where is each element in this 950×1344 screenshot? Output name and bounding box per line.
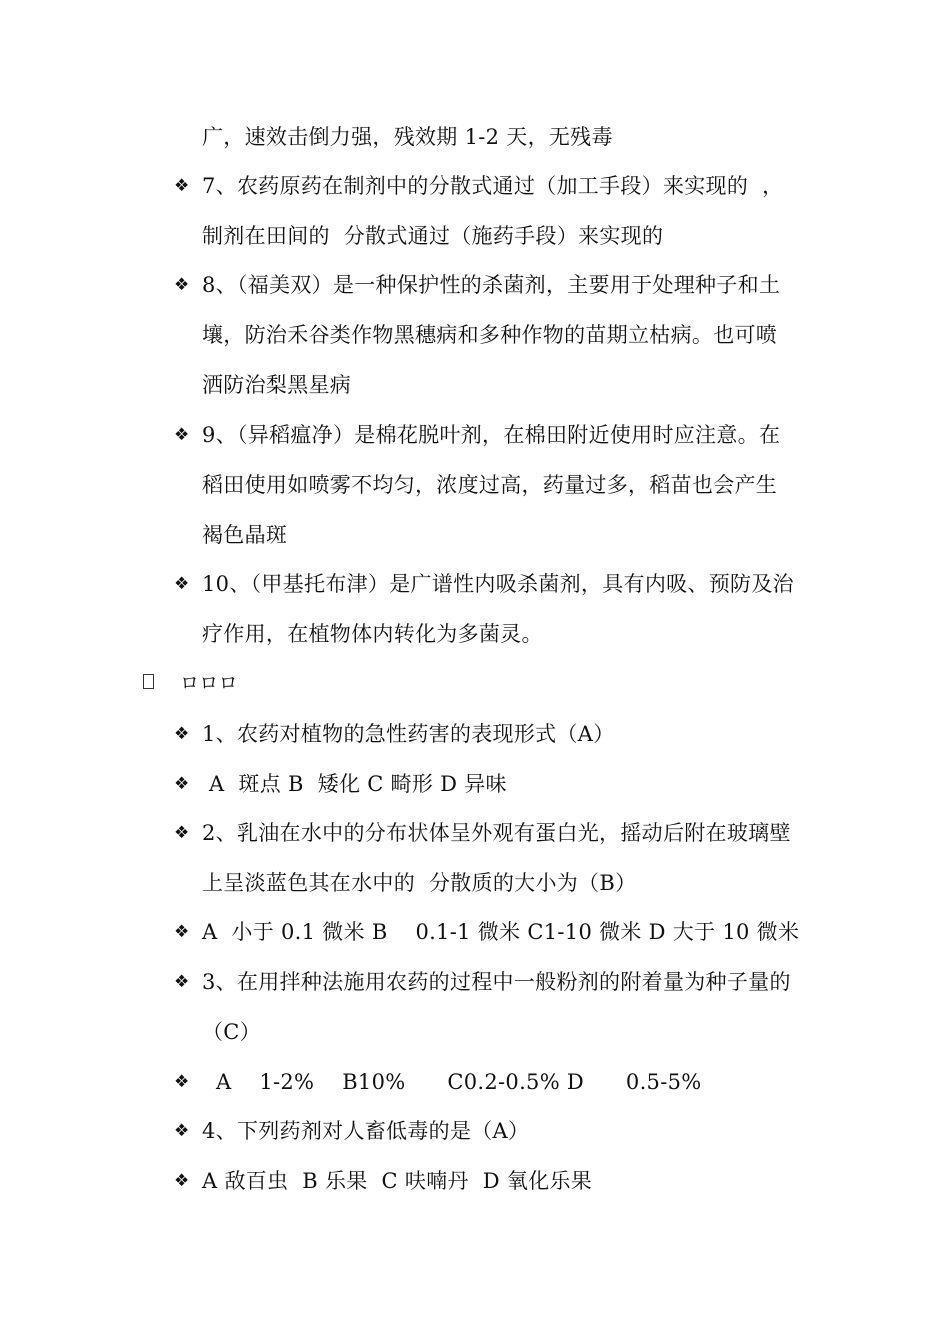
diamond-bullet-icon: ❖: [174, 1121, 190, 1141]
answer-options: A 小于 0.1 微米 B 0.1-1 微米 C1-10 微米 D 大于 10 微米: [202, 920, 800, 944]
list-item-text: 稻田使用如喷雾不均匀，浓度过高，药量过多，稻苗也会产生: [202, 473, 778, 497]
question-text: 上呈淡蓝色其在水中的 分散质的大小为（B）: [202, 871, 637, 895]
list-item-text: 洒防治梨黑星病: [202, 373, 352, 397]
diamond-bullet-icon: ❖: [174, 774, 190, 794]
question-text: （C）: [202, 1020, 261, 1044]
diamond-bullet-icon: ❖: [174, 972, 190, 992]
list-item-text: 8、（福美双）是一种保护性的杀菌剂，主要用于处理种子和土: [202, 273, 781, 297]
answer-options: A 斑点 B 矮化 C 畸形 D 异味: [202, 772, 507, 796]
list-item-text: 褐色晶斑: [202, 523, 288, 547]
diamond-bullet-icon: ❖: [174, 425, 190, 445]
list-item-text: 制剂在田间的 分散式通过（施药手段）来实现的: [202, 224, 664, 248]
list-item-text: 疗作用，在植物体内转化为多菌灵。: [202, 622, 543, 646]
diamond-bullet-icon: ❖: [174, 922, 190, 942]
section-marker-icon: [143, 673, 154, 692]
list-item-text: 10、（甲基托布津）是广谱性内吸杀菌剂，具有内吸、预防及治: [202, 572, 794, 596]
list-item-text: 壤，防治禾谷类作物黑穗病和多种作物的苗期立枯病。也可喷: [202, 323, 778, 347]
list-item-text: 7、农药原药在制剂中的分散式通过（加工手段）来实现的 ，: [202, 174, 784, 198]
question-text: 1、农药对植物的急性药害的表现形式（A）: [202, 722, 615, 746]
section-heading: ロロロ: [180, 672, 238, 694]
question-text: 2、乳油在水中的分布状体呈外观有蛋白光，摇动后附在玻璃壁: [202, 821, 791, 845]
question-text: 4、下列药剂对人畜低毒的是（A）: [202, 1119, 530, 1143]
question-text: 3、在用拌种法施用农药的过程中一般粉剂的附着量为种子量的: [202, 970, 791, 994]
diamond-bullet-icon: ❖: [174, 823, 190, 843]
answer-options: A 敌百虫 B 乐果 C 呋喃丹 D 氧化乐果: [202, 1169, 593, 1193]
diamond-bullet-icon: ❖: [174, 574, 190, 594]
list-item-text: 9、（异稻瘟净）是棉花脱叶剂，在棉田附近使用时应注意。在: [202, 423, 781, 447]
answer-options: A 1-2% B10% C0.2-0.5% D 0.5-5%: [202, 1070, 702, 1094]
diamond-bullet-icon: ❖: [174, 275, 190, 295]
text-line: 广，速效击倒力强，残效期 1-2 天，无残毒: [202, 125, 613, 149]
diamond-bullet-icon: ❖: [174, 176, 190, 196]
diamond-bullet-icon: ❖: [174, 1171, 190, 1191]
diamond-bullet-icon: ❖: [174, 724, 190, 744]
diamond-bullet-icon: ❖: [174, 1072, 190, 1092]
